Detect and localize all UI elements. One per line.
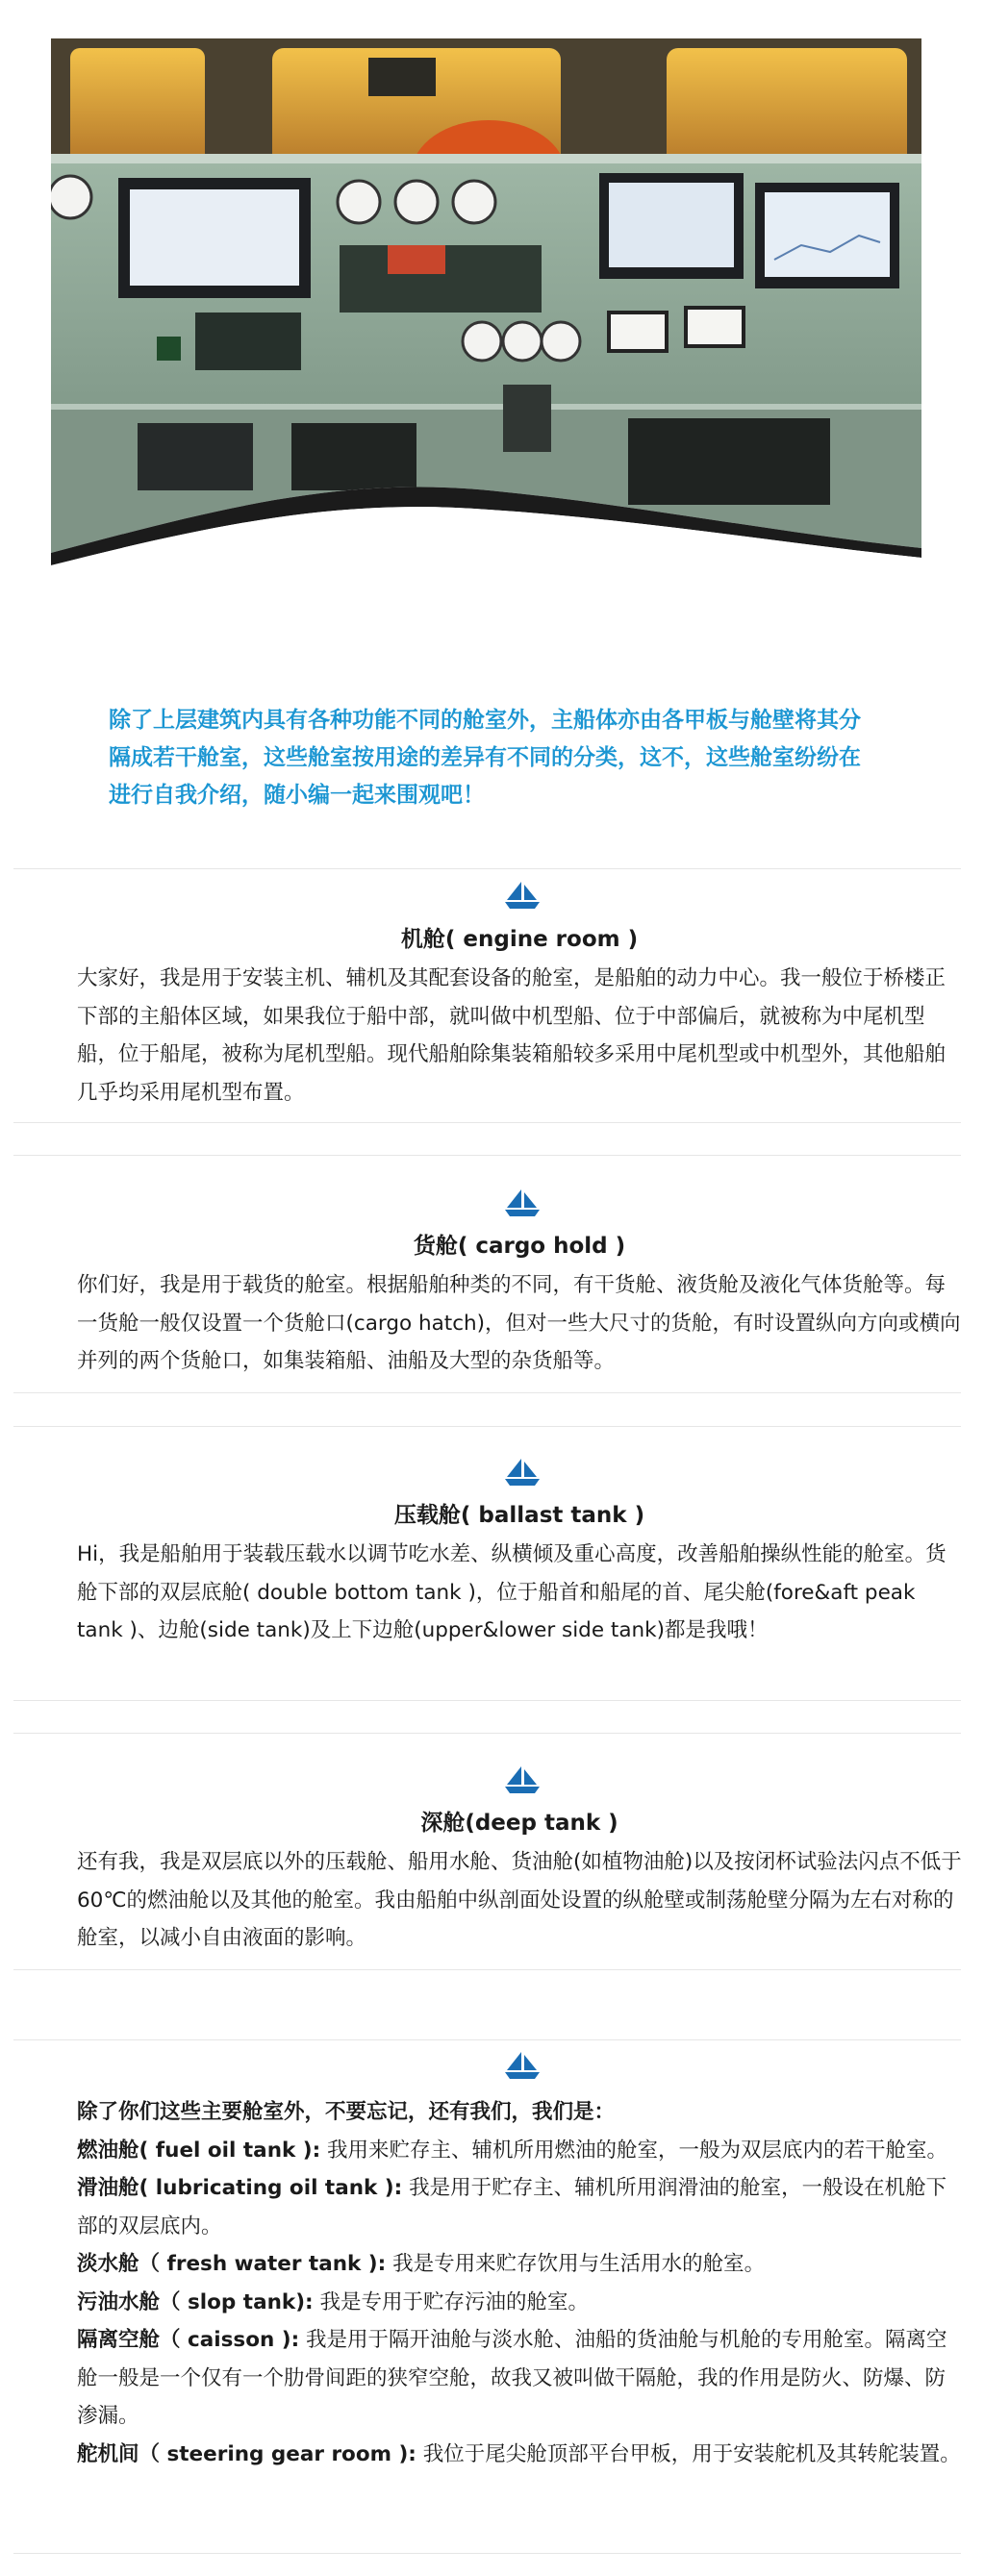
section-title-deep-tank: 深舱(deep tank ) xyxy=(420,1811,618,1836)
divider xyxy=(13,1155,961,1156)
list-item-desc: 我是专用来贮存饮用与生活用水的舱室。 xyxy=(386,2252,766,2276)
divider xyxy=(13,2039,961,2040)
section-body-ballast-tank: Hi，我是船舶用于装载压载水以调节吃水差、纵横倾及重心高度，改善船舶操纵性能的舱室。货舱下部的双层底舱( double bottom tank )，位于船首和船尾的首、尾尖舱(fore&aft peak tank )、边舱(side tank)及上下边舱(upper&lower side tank)都是我哦！ xyxy=(77,1542,946,1642)
list-item-desc: 我是专用于贮存污油的舱室。 xyxy=(313,2289,589,2314)
list-item xyxy=(77,2169,962,2245)
list-item xyxy=(77,2284,962,2322)
list-item xyxy=(77,2132,962,2170)
list-item-term: 污油水舱（ slop tank): xyxy=(77,2289,314,2314)
section-title-cargo-hold: 货舱( cargo hold ) xyxy=(413,1234,626,1259)
list-item-desc: 我用来贮存主、辅机所用燃油的舱室，一般为双层底内的若干舱室。 xyxy=(320,2138,948,2163)
other-compartments xyxy=(77,2093,962,2473)
sailboat-icon xyxy=(503,1188,542,1217)
section-title-engine-room: 机舱( engine room ) xyxy=(400,927,639,952)
list-item-term: 隔离空舱（ caisson ): xyxy=(77,2328,300,2352)
section-body-engine-room: 大家好，我是用于安装主机、辅机及其配套设备的舱室，是船舶的动力中心。我一般位于桥楼正下部的主船体区域，如果我位于船中部，就叫做中机型船、位于中部偏后，就被称为中尾机型船，位于船尾，被称为尾机型船。现代船舶除集装箱船较多采用中尾机型或中机型外，其他船舶几乎均采用尾机型布置。 xyxy=(77,966,946,1105)
list-item-term: 燃油舱( fuel oil tank ): xyxy=(77,2138,321,2163)
other-compartments-lead: 除了你们这些主要舱室外，不要忘记，还有我们，我们是： xyxy=(77,2100,616,2124)
section-title-ballast-tank: 压载舱( ballast tank ) xyxy=(393,1503,645,1528)
list-item-term: 舵机间（ steering gear room ): xyxy=(77,2441,416,2466)
divider xyxy=(13,1733,961,1734)
divider xyxy=(13,1969,961,1970)
list-item-desc: 我是用于贮存主、辅机所用润滑油的舱室，一般设在机舱下部的双层底内。 xyxy=(77,2176,947,2238)
sailboat-icon xyxy=(503,1458,542,1487)
divider xyxy=(13,1700,961,1701)
list-item xyxy=(77,2436,962,2474)
divider xyxy=(13,1122,961,1123)
sailboat-icon xyxy=(503,2051,542,2080)
list-item-term: 滑油舱( lubricating oil tank ): xyxy=(77,2176,403,2200)
list-item xyxy=(77,2321,962,2436)
divider xyxy=(13,868,961,869)
divider xyxy=(13,2553,961,2554)
hero-image xyxy=(51,38,921,587)
section-body-deep-tank: 还有我，我是双层底以外的压载舱、船用水舱、货油舱(如植物油舱)以及按闭杯试验法闪点不低于60℃的燃油舱以及其他的舱室。我由船舶中纵剖面处设置的纵舱壁或制荡舱壁分隔为左右对称的舱室，以减小自由液面的影响。 xyxy=(77,1850,962,1950)
divider xyxy=(13,1392,961,1393)
divider xyxy=(13,1426,961,1427)
section-body-cargo-hold: 你们好，我是用于载货的舱室。根据船舶种类的不同，有干货舱、液货舱及液化气体货舱等。每一货舱一般仅设置一个货舱口(cargo hatch)，但对一些大尺寸的货舱，有时设置纵向方向或横向并列的两个货舱口，如集装箱船、油船及大型的杂货船等。 xyxy=(77,1273,961,1373)
list-item xyxy=(77,2245,962,2284)
sailboat-icon xyxy=(503,1765,542,1794)
list-item-desc: 我是用于隔开油舱与淡水舱、油船的货油舱与机舱的专用舱室。隔离空舱一般是一个仅有一个肋骨间距的狭窄空舱，故我又被叫做干隔舱，我的作用是防火、防爆、防渗漏。 xyxy=(77,2328,947,2428)
list-item-desc: 我位于尾尖舱顶部平台甲板，用于安装舵机及其转舵装置。 xyxy=(416,2441,961,2466)
intro-paragraph: 除了上层建筑内具有各种功能不同的舱室外，主船体亦由各甲板与舱壁将其分隔成若干舱室，这些舱室按用途的差异有不同的分类，这不，这些舱室纷纷在进行自我介绍，随小编一起来围观吧！ xyxy=(109,708,861,808)
sailboat-icon xyxy=(503,881,542,910)
list-item-term: 淡水舱（ fresh water tank ): xyxy=(77,2252,387,2276)
